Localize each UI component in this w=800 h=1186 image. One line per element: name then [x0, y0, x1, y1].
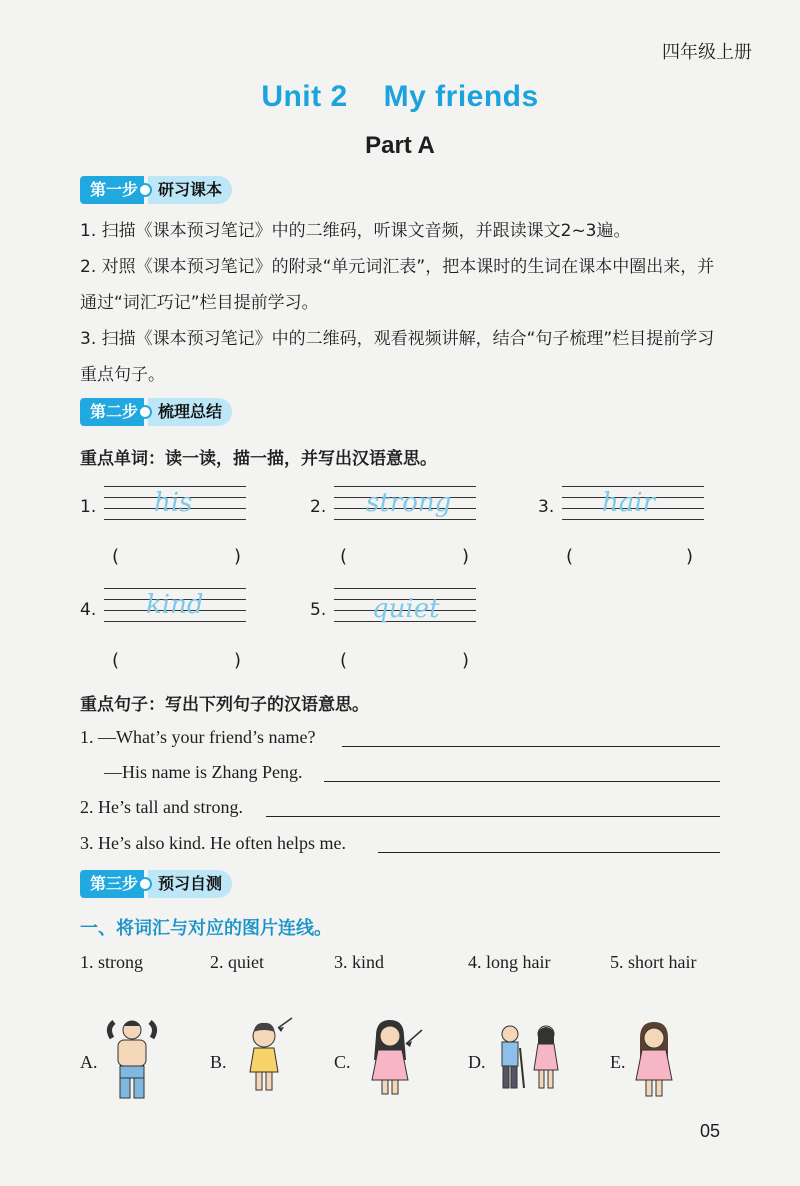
paren-close: )	[234, 650, 242, 671]
kind-helping-picture[interactable]	[488, 1022, 568, 1094]
picture-letter: C.	[334, 1052, 351, 1072]
step1-label: 研习课本	[148, 176, 232, 204]
part-title: Part A	[365, 132, 435, 159]
match-option[interactable]: 4. long hair	[468, 952, 551, 972]
paren-close: )	[462, 546, 470, 567]
step3-tag: 第三步	[80, 870, 144, 898]
step-dot-icon	[138, 405, 152, 419]
picture-letter: D.	[468, 1052, 486, 1072]
match-option[interactable]: 2. quiet	[210, 952, 264, 972]
paren-close: )	[462, 650, 470, 671]
sentence: 2. He’s tall and strong.	[80, 797, 243, 817]
word-number: 3.	[538, 497, 555, 517]
words-heading: 重点单词：读一读，描一描，并写出汉语意思。	[80, 449, 437, 469]
long-hair-girl-picture[interactable]	[364, 1016, 424, 1098]
picture-letter: B.	[210, 1052, 227, 1072]
unit-name: My friends	[383, 80, 539, 113]
step-dot-icon	[138, 877, 152, 891]
traced-word: his	[154, 488, 193, 518]
step2-banner	[80, 398, 232, 426]
match-option[interactable]: 1. strong	[80, 952, 143, 972]
step1-item: 1. 扫描《课本预习笔记》中的二维码，听课文音频，并跟读课文2~3遍。	[80, 221, 631, 241]
short-hair-girl-picture[interactable]	[240, 1016, 296, 1096]
step3-banner	[80, 870, 232, 898]
traced-word: strong	[366, 488, 452, 518]
match-option[interactable]: 5. short hair	[610, 952, 697, 972]
paren-close: )	[234, 546, 242, 567]
step-dot-icon	[138, 183, 152, 197]
traced-word: quiet	[372, 594, 440, 624]
step2-label: 梳理总结	[148, 398, 232, 426]
quiet-girl-picture[interactable]	[630, 1018, 678, 1100]
paren-open: (	[112, 650, 120, 671]
sentence: 3. He’s also kind. He often helps me.	[80, 833, 346, 853]
step1-item: 2. 对照《课本预习笔记》的附录“单元词汇表”，把本课时的生词在课本中圈出来，并通过“词汇巧记”栏目提前学习。	[80, 257, 715, 313]
traced-word: hair	[602, 488, 655, 518]
traced-word: kind	[146, 590, 204, 620]
step1-tag: 第一步	[80, 176, 144, 204]
step2-tag: 第二步	[80, 398, 144, 426]
answer-line[interactable]	[266, 815, 720, 817]
answer-line[interactable]	[378, 851, 720, 853]
step1-banner	[80, 176, 232, 204]
answer-line[interactable]	[324, 780, 720, 782]
strong-man-picture[interactable]	[100, 1012, 164, 1102]
picture-letter: A.	[80, 1052, 98, 1072]
paren-close: )	[686, 546, 694, 567]
word-number: 4.	[80, 600, 97, 620]
sentences-heading: 重点句子：写出下列句子的汉语意思。	[80, 695, 369, 715]
paren-open: (	[112, 546, 120, 567]
word-number: 5.	[310, 600, 327, 620]
section-title: 一、将词汇与对应的图片连线。	[80, 918, 332, 939]
paren-open: (	[566, 546, 574, 567]
match-option[interactable]: 3. kind	[334, 952, 385, 972]
sentence: —His name is Zhang Peng.	[104, 762, 303, 782]
paren-open: (	[340, 546, 348, 567]
picture-letter: E.	[610, 1052, 626, 1072]
unit-title	[0, 80, 800, 114]
word-number: 1.	[80, 497, 97, 517]
paren-open: (	[340, 650, 348, 671]
sentence: 1. —What’s your friend’s name?	[80, 727, 316, 747]
unit-number: Unit 2	[261, 80, 348, 113]
page-number: 05	[699, 1121, 720, 1141]
answer-line[interactable]	[342, 745, 720, 747]
step3-label: 预习自测	[148, 870, 232, 898]
word-number: 2.	[310, 497, 327, 517]
grade-label: 四年级上册	[662, 42, 752, 63]
step1-item: 3. 扫描《课本预习笔记》中的二维码，观看视频讲解，结合“句子梳理”栏目提前学习重点句子。	[80, 329, 715, 385]
